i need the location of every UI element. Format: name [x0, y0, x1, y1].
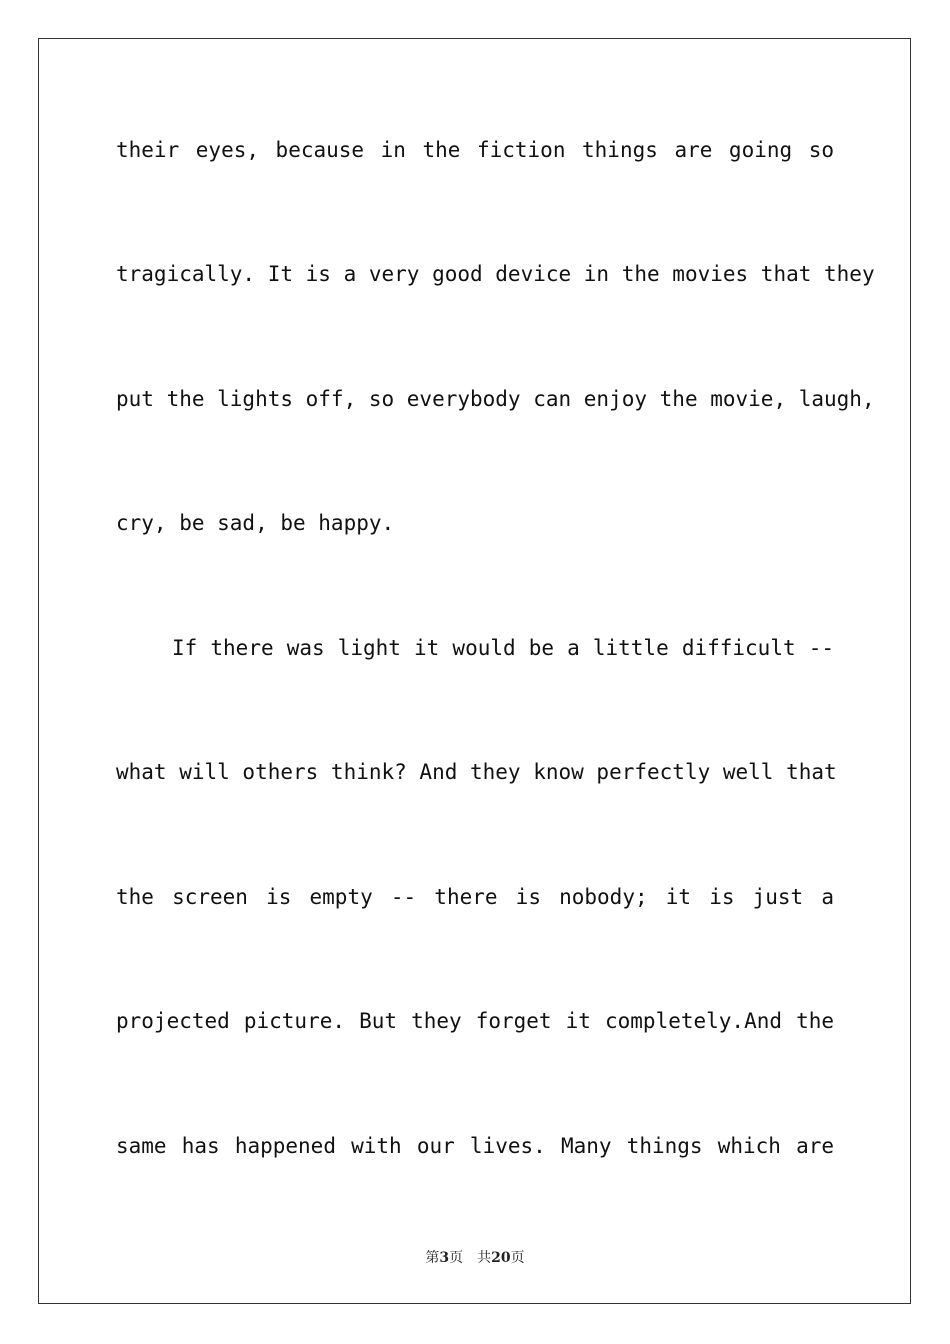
- footer-total-suffix: 页: [510, 1250, 525, 1266]
- text-line-2: tragically. It is a very good device in the movies that they: [116, 262, 875, 286]
- page-border: [38, 38, 911, 1304]
- text-line-1: their eyes, because in the fiction things are going so: [116, 138, 834, 162]
- text-line-7: the screen is empty -- there is nobody; it is just a: [116, 885, 834, 909]
- footer-total-prefix: 共: [477, 1250, 492, 1266]
- footer-page-prefix: 第: [425, 1250, 440, 1266]
- text-line-6: what will others think? And they know perfectly well that: [116, 760, 837, 784]
- footer-total-pages: 20: [491, 1250, 511, 1266]
- text-line-3: put the lights off, so everybody can enjoy the movie, laugh,: [116, 387, 875, 411]
- text-line-9: same has happened with our lives. Many things which are: [116, 1134, 834, 1158]
- footer-page-number: 3: [439, 1250, 450, 1266]
- text-line-5: If there was light it would be a little difficult --: [172, 636, 834, 660]
- text-line-4: cry, be sad, be happy.: [116, 511, 395, 535]
- page-footer: [0, 1247, 950, 1267]
- text-line-8: projected picture. But they forget it completely.And the: [116, 1009, 834, 1033]
- footer-page-suffix: 页: [449, 1250, 464, 1266]
